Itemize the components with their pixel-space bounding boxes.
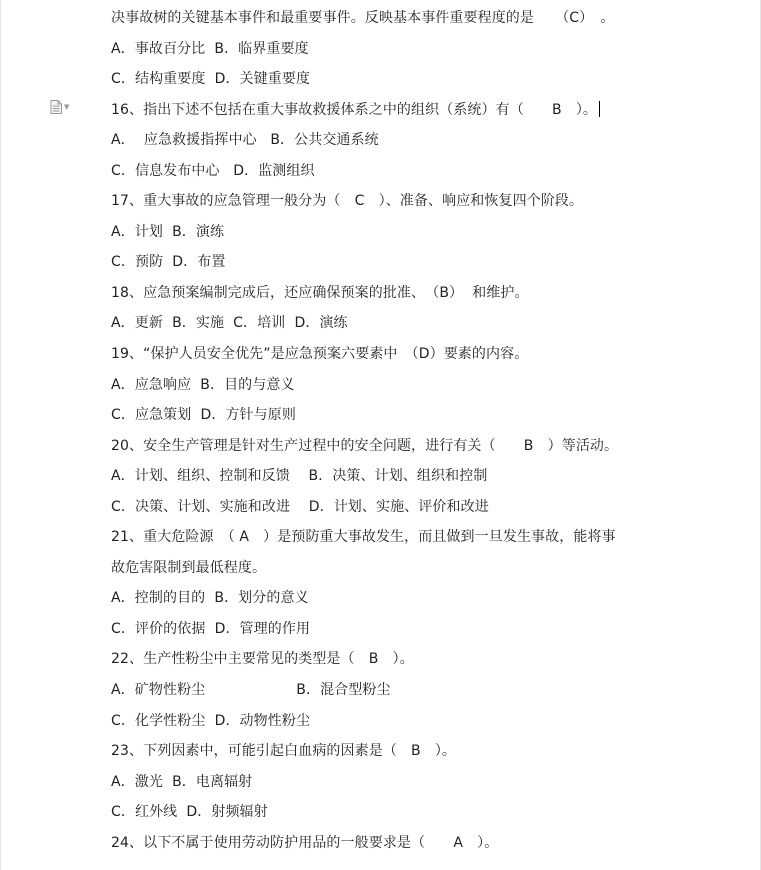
- text-line: C．评价的依据 D．管理的作用: [111, 620, 311, 637]
- text-line: C．预防 D．布置: [111, 254, 226, 271]
- text-line: A．控制的目的 B．划分的意义: [111, 590, 309, 607]
- chevron-down-icon: ▼: [64, 102, 70, 111]
- text-line: C．结构重要度 D．关键重要度: [111, 71, 311, 88]
- text-line: A．矿物性粉尘 B．混合型粉尘: [111, 682, 391, 699]
- text-line: C．信息发布中心 D．监测组织: [111, 162, 315, 179]
- text-line: C．化学性粉尘 D．动物性粉尘: [111, 712, 311, 729]
- text-line: A．应急响应 B．目的与意义: [111, 376, 295, 393]
- text-line: A．更新 B．实施 C．培训 D．演练: [111, 315, 348, 332]
- text-line: 21、重大危险源 （ A ）是预防重大事故发生，而且做到一旦发生事故，能将事: [111, 529, 616, 546]
- text-line: 22、生产性粉尘中主要常见的类型是（ B ）。: [111, 651, 414, 668]
- question-16: 16、指出下述不包括在重大事故救援体系之中的组织（系统）有（ B ）。: [111, 101, 598, 118]
- text-line: A．激光 B．电离辐射: [111, 773, 253, 790]
- text-line: C．决策、计划、实施和改进 D．计划、实施、评价和改进: [111, 498, 489, 515]
- text-line: A．计划、组织、控制和反馈 B．决策、计划、组织和控制: [111, 468, 488, 485]
- document-body[interactable]: [111, 3, 741, 858]
- text-line: A．计划 B．演练: [111, 223, 225, 240]
- text-line: C．红外线 D．射频辐射: [111, 804, 268, 821]
- text-line: 17、重大事故的应急管理一般分为（ C ）、准备、响应和恢复四个阶段。: [111, 193, 584, 210]
- text-line: 20、安全生产管理是针对生产过程中的安全问题，进行有关（ B ）等活动。: [111, 437, 619, 454]
- text-line: 故危害限制到最低程度。: [111, 559, 267, 576]
- text-cursor: [599, 101, 600, 117]
- text-line: 18、应急预案编制完成后，还应确保预案的批准、 （B） 和维护。: [111, 284, 529, 301]
- paragraph-marker[interactable]: [50, 100, 69, 114]
- text-line: C．应急策划 D．方针与原则: [111, 407, 296, 424]
- text-line: 23、下列因素中，可能引起白血病的因素是（ B ）。: [111, 743, 457, 760]
- text-line: A．事故百分比 B．临界重要度: [111, 40, 309, 57]
- text-line: 19、“保护人员安全优先”是应急预案六要素中 （D）要素的内容。: [111, 346, 529, 363]
- text-line: A． 应急救援指挥中心 B．公共交通系统: [111, 132, 379, 149]
- page-left-edge: [0, 0, 1, 870]
- text-line-with-cursor[interactable]: [111, 95, 741, 126]
- text-line: 决事故树的关键基本事件和最重要事件。反映基本事件重要程度的是 （C） 。: [111, 10, 615, 26]
- document-page-icon: [50, 100, 62, 114]
- text-line: 24、以下不属于使用劳动防护用品的一般要求是（ A ）。: [111, 834, 499, 851]
